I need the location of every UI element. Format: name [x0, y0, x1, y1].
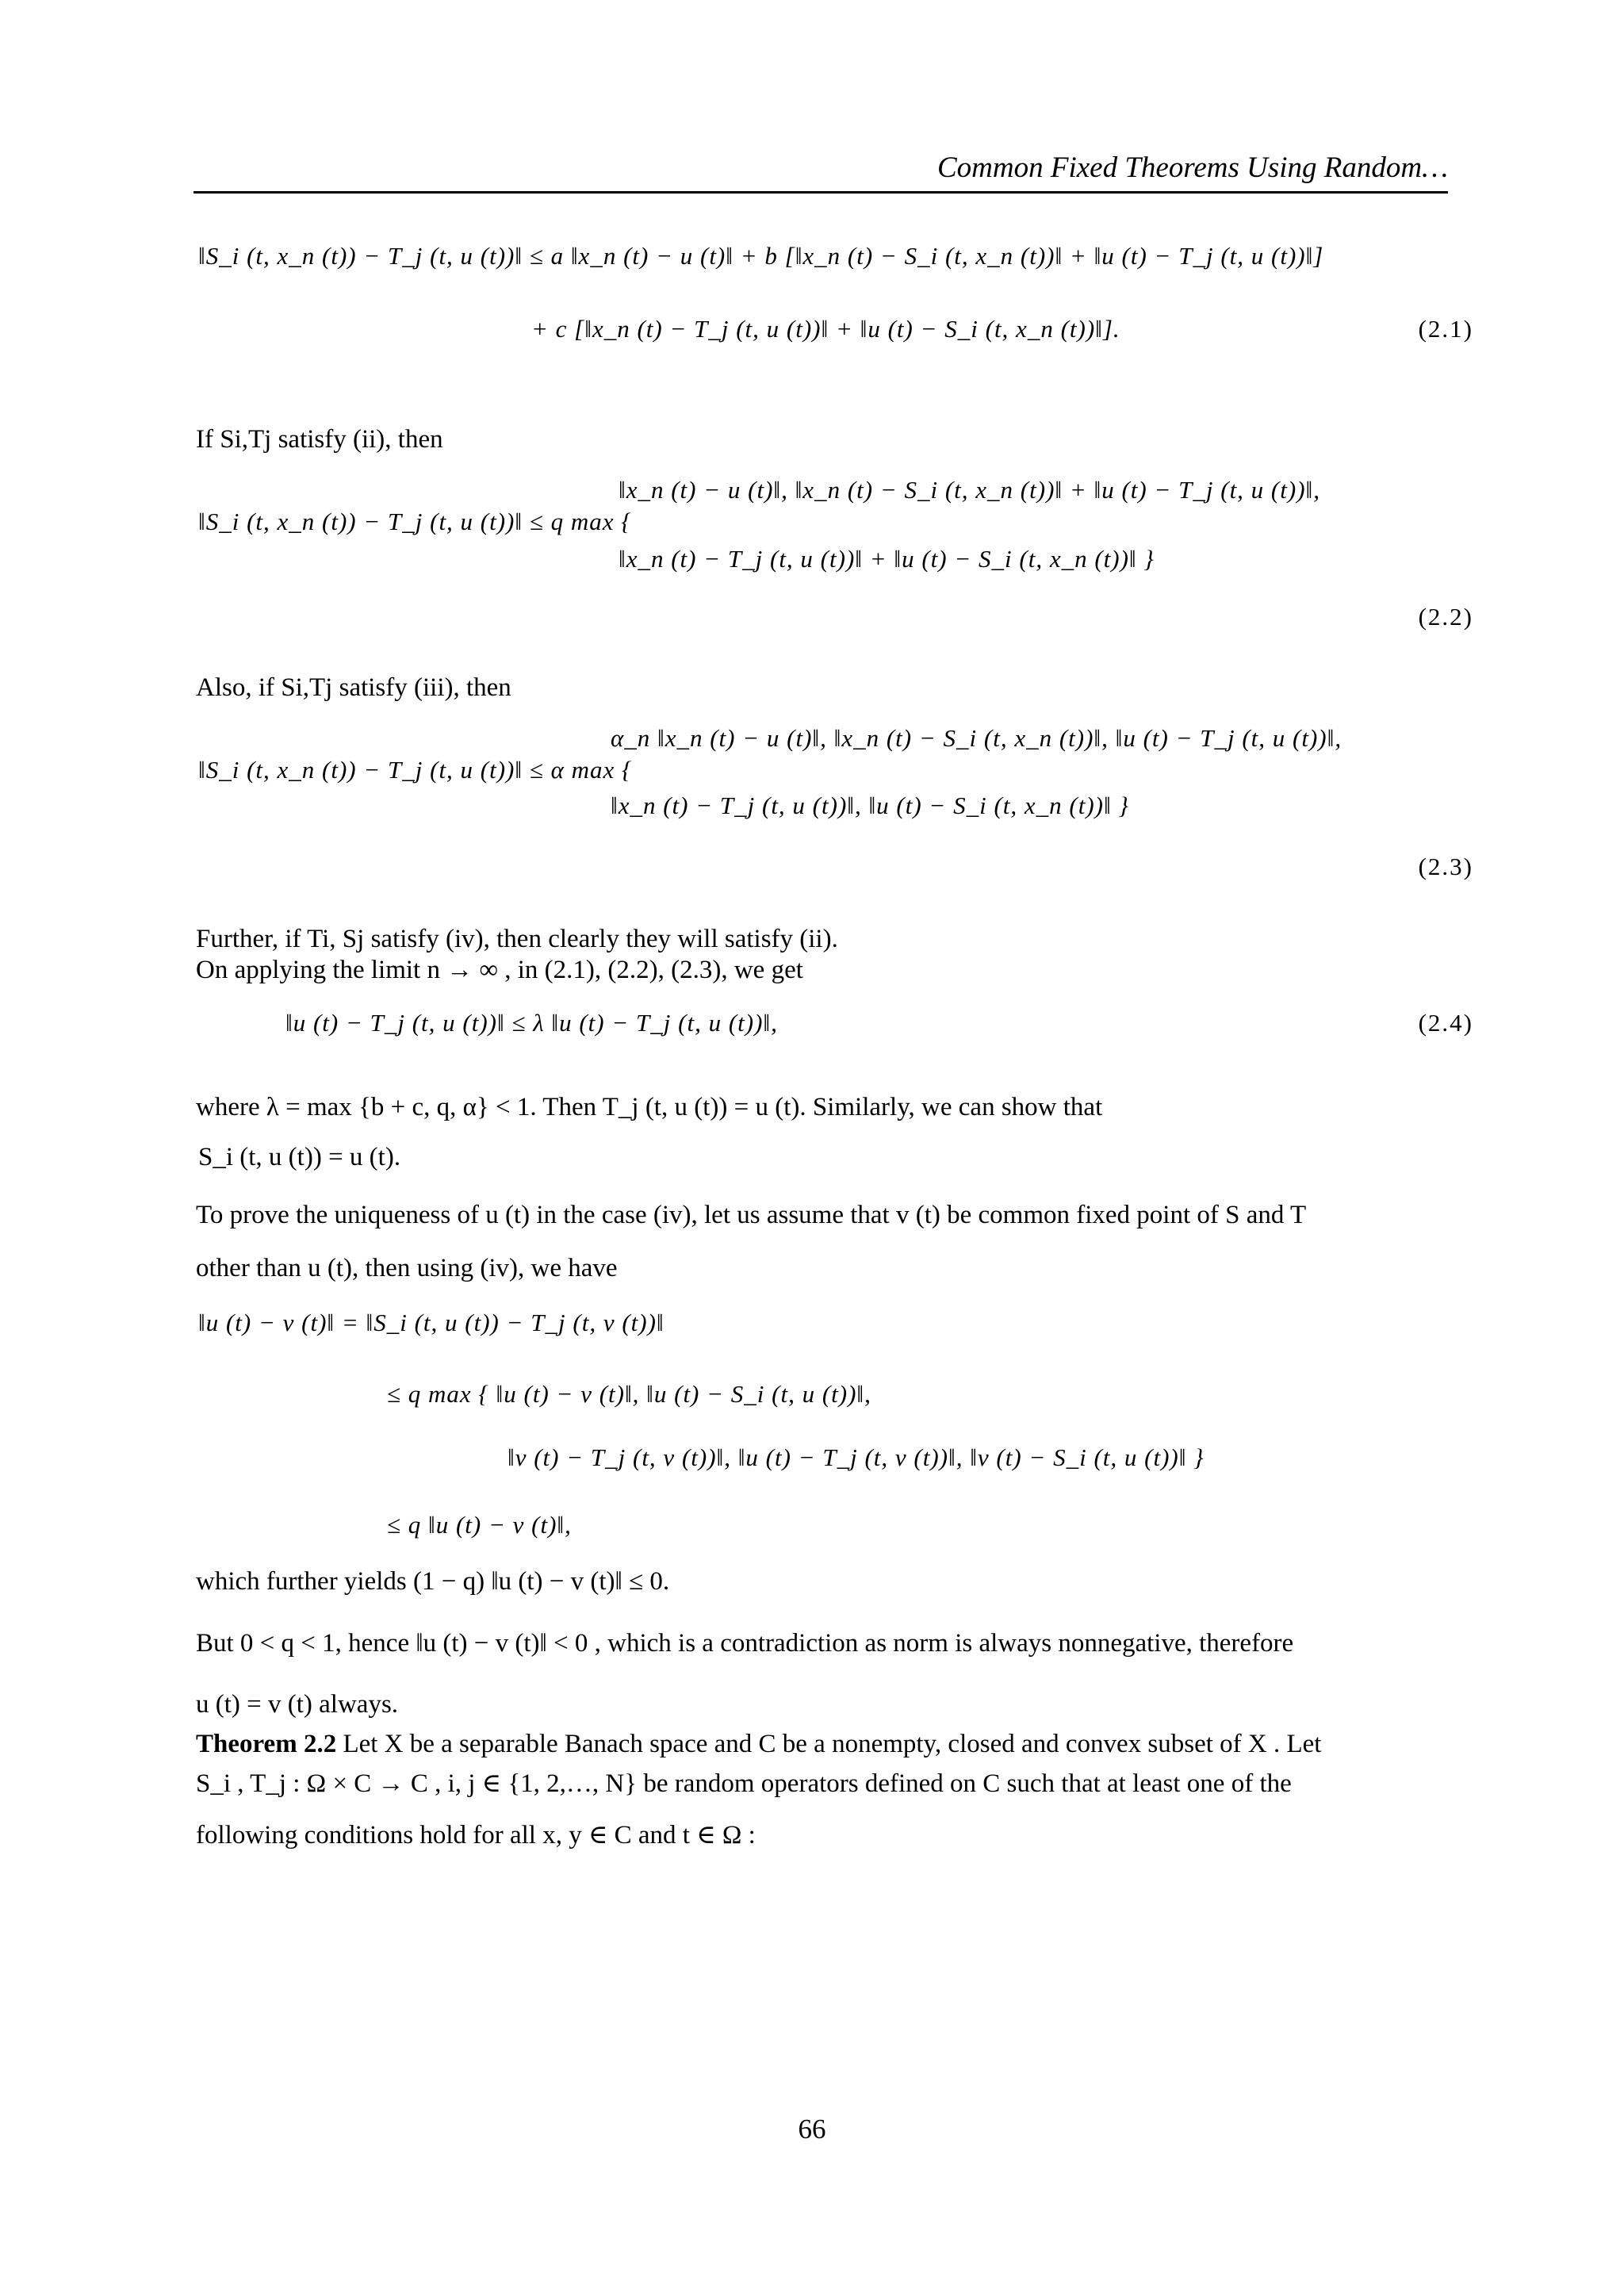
- equation-number-2-3: (2.3): [1418, 853, 1473, 880]
- paragraph-iii: Also, if Si,Tj satisfy (iii), then: [196, 673, 511, 702]
- running-header: Common Fixed Theorems Using Random…: [936, 151, 1448, 184]
- paragraph-si-fixed: S_i (t, u (t)) = u (t).: [198, 1143, 401, 1171]
- paragraph-limit: On applying the limit n → ∞ , in (2.1), (2.2), (2.3), we get: [196, 956, 803, 984]
- equation-2-2-lhs: ‖S_i (t, x_n (t)) − T_j (t, u (t))‖ ≤ q max {: [198, 508, 632, 535]
- equation-2-4: ‖u (t) − T_j (t, u (t))‖ ≤ λ ‖u (t) − T_j (t, u (t))‖,: [285, 1009, 778, 1037]
- page-number: 66: [798, 2114, 826, 2145]
- theorem-2-2-line-3: following conditions hold for all x, y ∈ C and t ∈ Ω :: [196, 1821, 756, 1849]
- paragraph-other-than: other than u (t), then using (iv), we have: [196, 1254, 618, 1282]
- paragraph-ii: If Si,Tj satisfy (ii), then: [196, 425, 443, 454]
- theorem-label: Theorem 2.2: [196, 1730, 337, 1758]
- paragraph-but: But 0 < q < 1, hence ‖u (t) − v (t)‖ < 0 , which is a contradiction as norm is always nonnegative, therefore: [196, 1629, 1294, 1658]
- paragraph-uniqueness: To prove the uniqueness of u (t) in the case (iv), let us assume that v (t) be common fixed point of S and T: [196, 1201, 1307, 1229]
- uniqueness-equation-row-2: ‖v (t) − T_j (t, v (t))‖, ‖u (t) − T_j (t, v (t))‖, ‖v (t) − S_i (t, u (t))‖ }: [508, 1443, 1205, 1471]
- equation-2-3-row-2: ‖x_n (t) − T_j (t, u (t))‖, ‖u (t) − S_i (t, x_n (t))‖ }: [611, 792, 1129, 819]
- header-rule: [193, 191, 1448, 194]
- paragraph-iv: Further, if Ti, Sj satisfy (iv), then clearly they will satisfy (ii).: [196, 925, 838, 953]
- paragraph-where: where λ = max {b + c, q, α} < 1. Then T_j (t, u (t)) = u (t). Similarly, we can show that: [196, 1093, 1103, 1121]
- equation-number-2-1: (2.1): [1418, 315, 1473, 343]
- uniqueness-equation-line-1: ‖u (t) − v (t)‖ = ‖S_i (t, u (t)) − T_j (t, v (t))‖: [198, 1309, 665, 1336]
- equation-2-3-lhs: ‖S_i (t, x_n (t)) − T_j (t, u (t))‖ ≤ α max {: [198, 756, 633, 784]
- paragraph-yields: which further yields (1 − q) ‖u (t) − v (t)‖ ≤ 0.: [196, 1567, 670, 1596]
- theorem-2-2-line-2: S_i , T_j : Ω × C → C , i, j ∈ {1, 2,…, N} be random operators defined on C such that at least one of the: [196, 1769, 1292, 1798]
- equation-2-2-row-2: ‖x_n (t) − T_j (t, u (t))‖ + ‖u (t) − S_i (t, x_n (t))‖ }: [619, 545, 1155, 573]
- equation-number-2-4: (2.4): [1418, 1009, 1473, 1037]
- theorem-2-2-line-1: [196, 1729, 1321, 1761]
- equation-2-2-row-1: ‖x_n (t) − u (t)‖, ‖x_n (t) − S_i (t, x_n (t))‖ + ‖u (t) − T_j (t, u (t))‖,: [619, 476, 1320, 504]
- equation-2-1-line-1: ‖S_i (t, x_n (t)) − T_j (t, u (t))‖ ≤ a ‖x_n (t) − u (t)‖ + b [‖x_n (t) − S_i (t, x_n (t))‖ + ‖u (t) − T_j (t, u (t))‖]: [198, 242, 1324, 270]
- paragraph-always: u (t) = v (t) always.: [196, 1690, 399, 1719]
- uniqueness-equation-line-3: ≤ q ‖u (t) − v (t)‖,: [387, 1511, 572, 1539]
- equation-2-3-row-1: α_n ‖x_n (t) − u (t)‖, ‖x_n (t) − S_i (t, x_n (t))‖, ‖u (t) − T_j (t, u (t))‖,: [611, 724, 1342, 752]
- equation-2-1-line-2: + c [‖x_n (t) − T_j (t, u (t))‖ + ‖u (t) − S_i (t, x_n (t))‖].: [531, 315, 1120, 343]
- theorem-statement-start: Let X be a separable Banach space and C be a nonempty, closed and convex subset of X . Let: [336, 1730, 1322, 1758]
- uniqueness-equation-row-1: ≤ q max { ‖u (t) − v (t)‖, ‖u (t) − S_i (t, u (t))‖,: [387, 1380, 871, 1408]
- equation-number-2-2: (2.2): [1418, 603, 1473, 631]
